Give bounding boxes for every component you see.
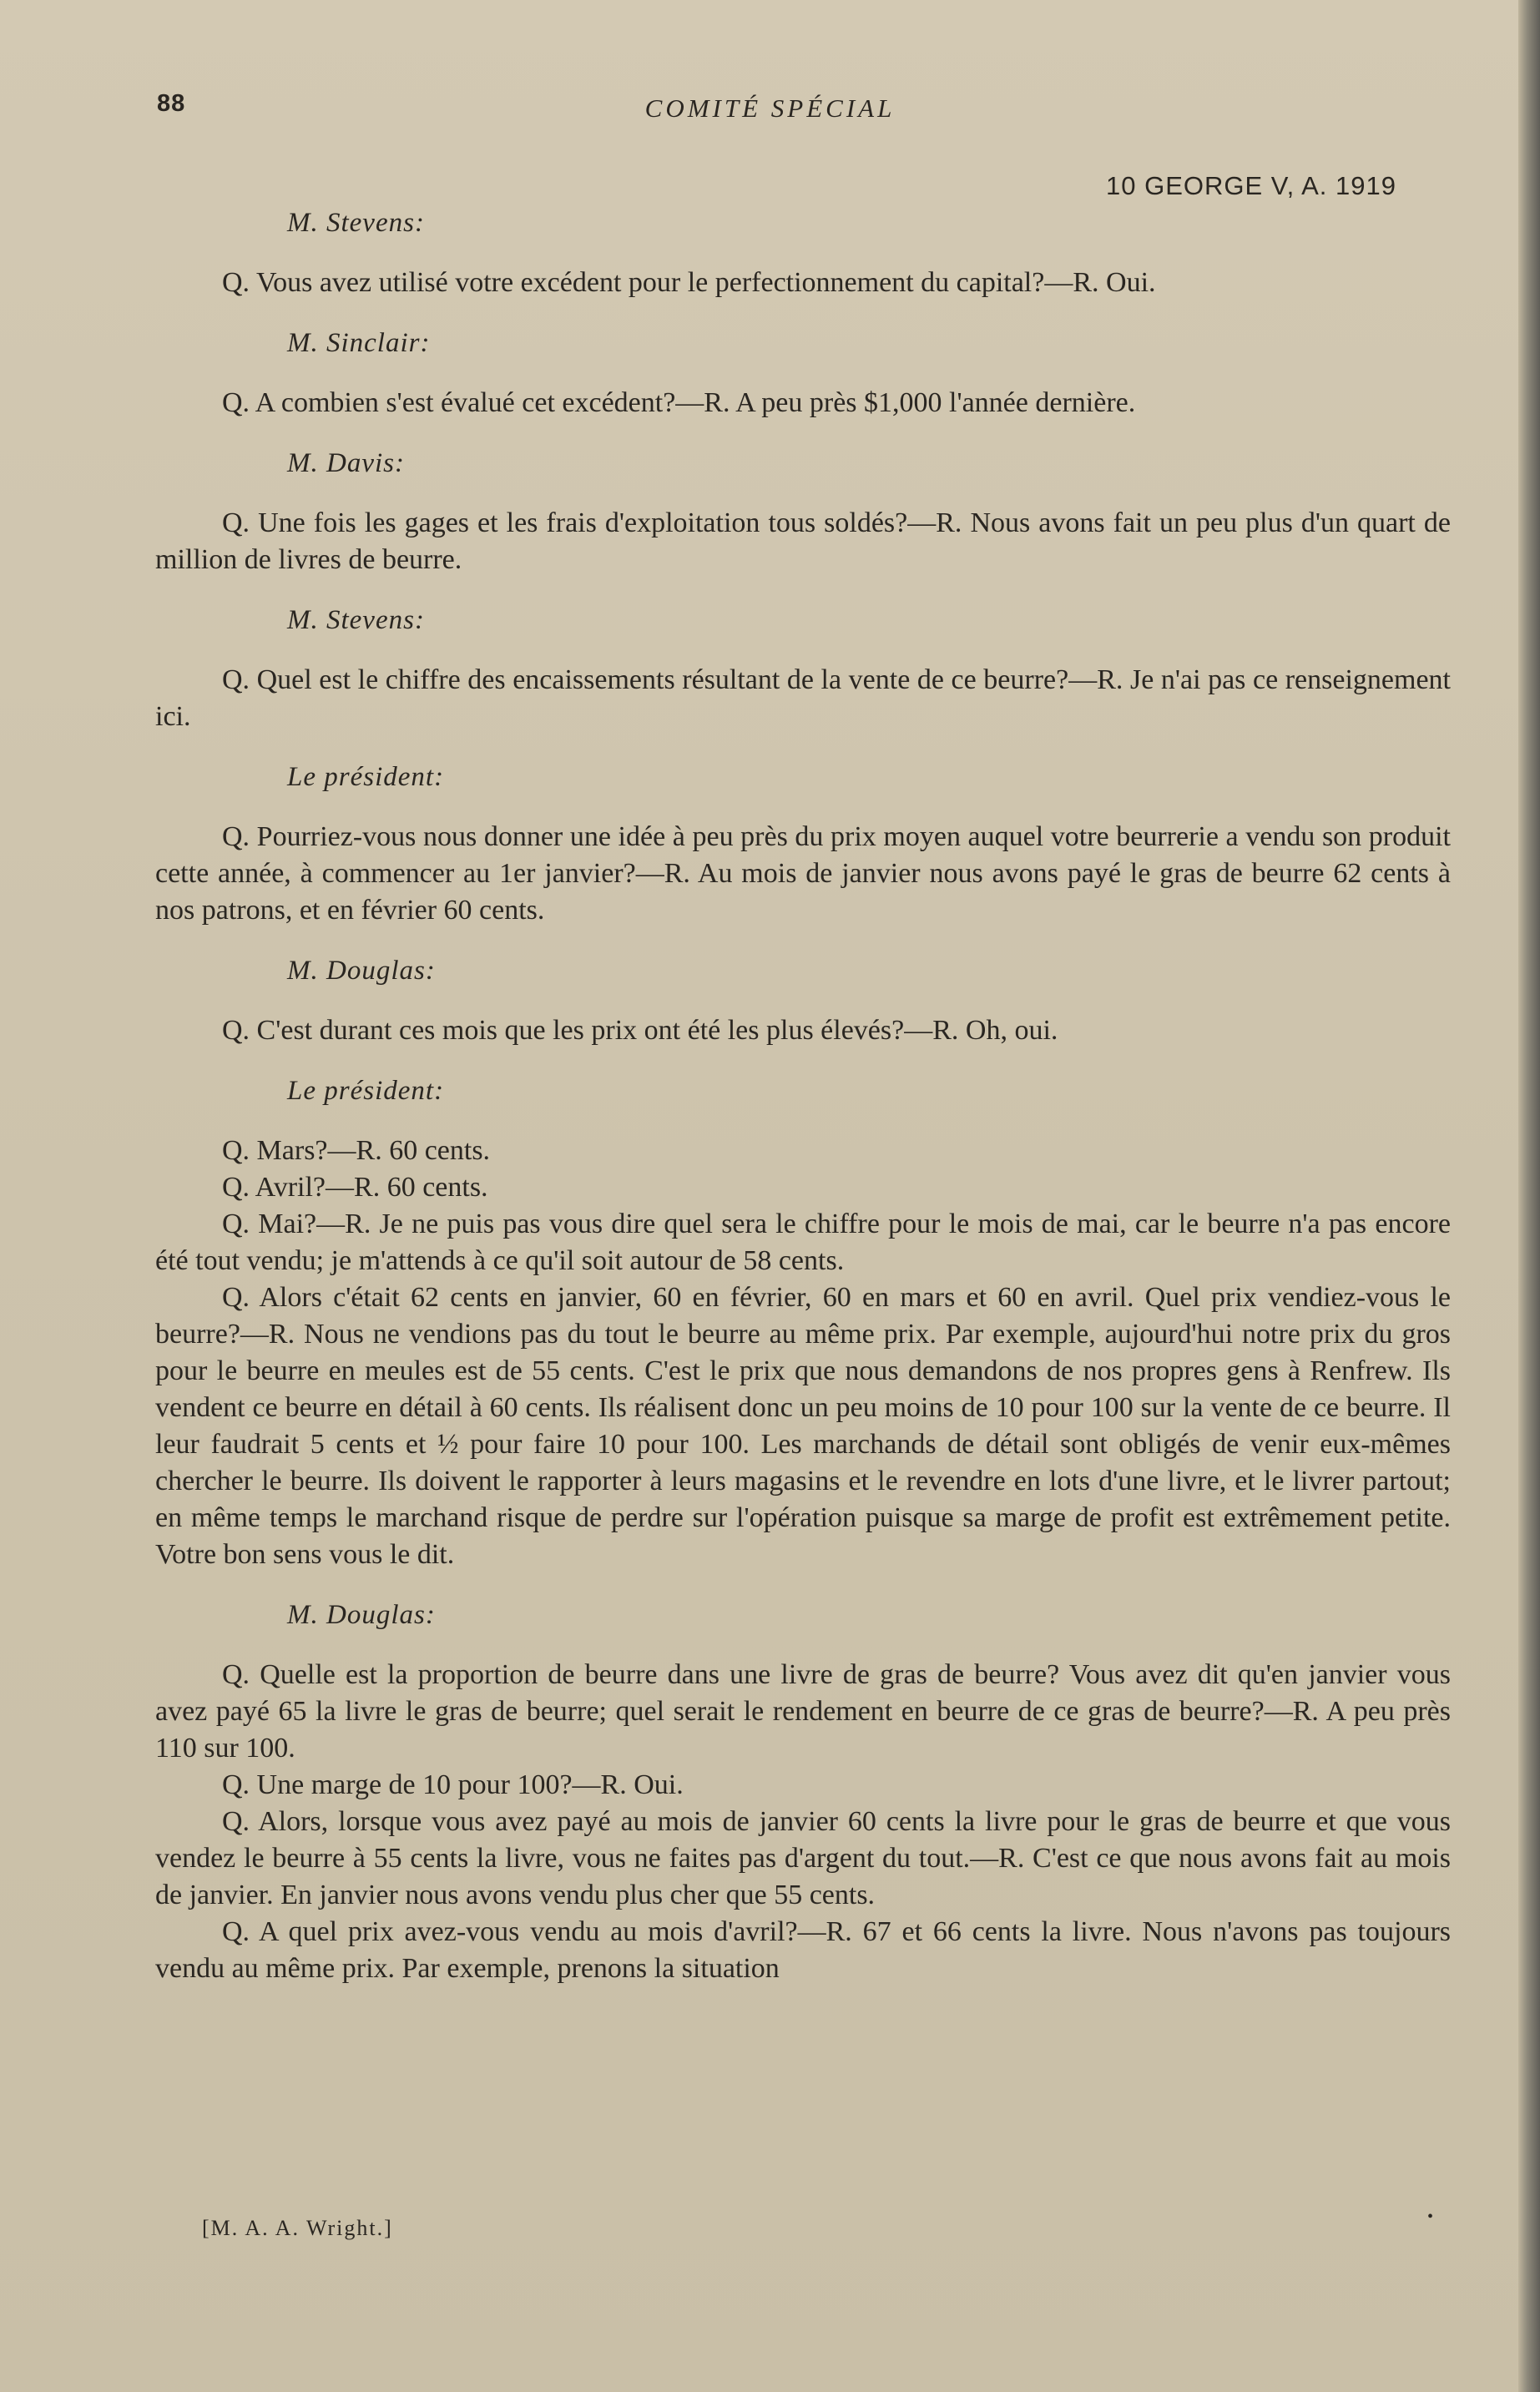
speaker-label: M. Douglas:	[287, 1600, 436, 1630]
transcript-paragraph: Q. Vous avez utilisé votre excédent pour le perfectionnement du capital?—R. Oui.	[222, 267, 1156, 298]
transcript-paragraph: Q. Quelle est la proportion de beurre dans une livre de gras de beurre? Vous avez dit qu'en janvier vous avez payé 65 la livre le gras de beurre; quel serait le rendement en beurre de ce gras de beurre?—R. A peu près 110 sur 100.	[155, 1659, 1451, 1764]
speaker-label: M. Sinclair:	[287, 328, 431, 358]
transcript-paragraph: Q. C'est durant ces mois que les prix ont été les plus élevés?—R. Oh, oui.	[222, 1015, 1058, 1046]
transcript-paragraph: Q. Avril?—R. 60 cents.	[222, 1172, 488, 1203]
transcript-body	[155, 204, 1451, 1987]
speaker-label: M. Davis:	[287, 448, 405, 478]
page-header	[0, 83, 1540, 134]
speaker-label: Le président:	[287, 762, 445, 792]
transcript-paragraph: Q. Quel est le chiffre des encaissements résultant de la vente de ce beurre?—R. Je n'ai pas ce renseignement ici.	[155, 664, 1451, 732]
ink-dot: •	[1427, 2208, 1434, 2226]
speaker-label: M. Douglas:	[287, 956, 436, 986]
transcript-paragraph: Q. Alors, lorsque vous avez payé au mois de janvier 60 cents la livre pour le gras de beurre et que vous vendez le beurre à 55 cents la livre, vous ne faites pas d'argent du tout.—R. C'est ce que nous avons fait au mois de janvier. En janvier nous avons vendu plus cher que 55 cents.	[155, 1806, 1451, 1910]
page-binding-edge	[1518, 0, 1540, 2392]
transcript-paragraph: Q. Mai?—R. Je ne puis pas vous dire quel sera le chiffre pour le mois de mai, car le beurre n'a pas encore été tout vendu; je m'attends à ce qu'il soit autour de 58 cents.	[155, 1209, 1451, 1276]
speaker-label: M. Stevens:	[287, 208, 425, 238]
transcript-paragraph: Q. Alors c'était 62 cents en janvier, 60 en février, 60 en mars et 60 en avril. Quel prix vendiez-vous le beurre?—R. Nous ne vendions pas du tout le beurre au même prix. Par exemple, aujourd'hui notre prix du gros pour le beurre en meules est de 55 cents. C'est le prix que nous demandons de nos propres gens à Renfrew. Ils vendent ce beurre en détail à 60 cents. Ils réalisent donc un peu moins de 10 pour 100 sur la vente de ce beurre. Il leur faudrait 5 cents et ½ pour faire 10 pour 100. Les marchands de détail sont obligés de venir eux-mêmes chercher le beurre. Ils doivent le rapporter à leurs magasins et le revendre en lots d'une livre, et le livrer partout; en même temps le marchand risque de perdre sur l'opération puisque sa marge de profit est extrêmement petite. Votre bon sens vous le dit.	[155, 1282, 1451, 1570]
transcript-paragraph: Q. A quel prix avez-vous vendu au mois d'avril?—R. 67 et 66 cents la livre. Nous n'avons pas toujours vendu au même prix. Par exemple, prenons la situation	[155, 1916, 1451, 1984]
speaker-label: M. Stevens:	[287, 605, 425, 635]
transcript-paragraph: Q. Pourriez-vous nous donner une idée à peu près du prix moyen auquel votre beurrerie a vendu son produit cette année, à commencer au 1er janvier?—R. Au mois de janvier nous avons payé le gras de beurre 62 cents à nos patrons, et en février 60 cents.	[155, 821, 1451, 926]
page-number: 88	[157, 90, 186, 117]
transcript-paragraph: Q. Une fois les gages et les frais d'exploitation tous soldés?—R. Nous avons fait un peu plus d'un quart de million de livres de beurre.	[155, 507, 1451, 575]
speaker-label: Le président:	[287, 1076, 445, 1106]
transcript-paragraph: Q. A combien s'est évalué cet excédent?—R. A peu près $1,000 l'année dernière.	[222, 387, 1136, 418]
witness-footer: [M. A. A. Wright.]	[202, 2216, 393, 2240]
session-reference: 10 GEORGE V, A. 1919	[1106, 171, 1396, 200]
transcript-paragraph: Q. Mars?—R. 60 cents.	[222, 1135, 491, 1166]
transcript-paragraph: Q. Une marge de 10 pour 100?—R. Oui.	[222, 1769, 684, 1800]
running-title: COMITÉ SPÉCIAL	[644, 93, 896, 123]
